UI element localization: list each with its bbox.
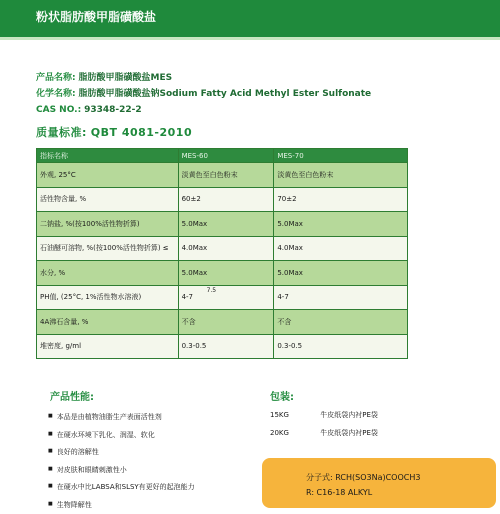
- packaging-row: [270, 410, 378, 420]
- table-cell: 4.0Max: [178, 236, 274, 261]
- product-name-label: 产品名称:: [36, 73, 76, 83]
- table-row: [37, 236, 408, 261]
- table-cell: 不含: [274, 310, 408, 335]
- table-row: [37, 310, 408, 335]
- table-cell: 4.0Max: [274, 236, 408, 261]
- packaging-title: 包装:: [270, 392, 294, 403]
- list-item: ■ 本品是由植物油脂生产表面活性剂: [48, 408, 195, 426]
- page-header: [0, 0, 500, 40]
- product-info: [36, 70, 476, 118]
- list-item: ■ 在硬水中比LABSA和SLSY有更好的起泡能力: [48, 478, 195, 496]
- quality-standard-label: 质量标准:: [36, 126, 87, 139]
- table-cell: 水分, %: [37, 261, 179, 286]
- col-header-mes70: MES-70: [274, 149, 408, 163]
- table-cell: PH值, (25°C, 1%活性物水溶液): [37, 285, 179, 310]
- ph-note: 7.5: [206, 286, 217, 294]
- table-row: [37, 261, 408, 286]
- formula-line-1: 分子式: RCH(SO3Na)COOCH3: [306, 473, 421, 482]
- table-cell: 5.0Max: [274, 261, 408, 286]
- table-row: [37, 285, 408, 310]
- table-cell: 4A沸石含量, %: [37, 310, 179, 335]
- spec-table-header: [37, 149, 408, 163]
- quality-standard: [36, 124, 192, 140]
- list-item: ■ 在硬水环境下乳化、润湿、软化: [48, 426, 195, 444]
- table-cell: [178, 285, 274, 310]
- table-row: [37, 334, 408, 359]
- packaging-row: [270, 428, 378, 438]
- packaging-desc: 牛皮纸袋内衬PE袋: [320, 429, 378, 437]
- cas-row: [36, 102, 476, 118]
- table-cell: 0.3-0.5: [178, 334, 274, 359]
- page-title: 粉状脂肪酸甲脂磺酸盐: [36, 10, 157, 24]
- table-cell: 淡黄色至白色粉末: [178, 163, 274, 188]
- table-cell: 堆密度, g/ml: [37, 334, 179, 359]
- packaging-weight: 20KG: [270, 429, 289, 437]
- chem-name-row: [36, 86, 476, 102]
- col-header-mes60: MES-60: [178, 149, 274, 163]
- table-cell: 二钠盐, %(按100%活性物折算): [37, 212, 179, 237]
- product-name-value: 脂肪酸甲脂磺酸盐MES: [78, 73, 173, 83]
- table-cell: 70±2: [274, 187, 408, 212]
- list-item: ■ 生物降解性: [48, 496, 195, 514]
- quality-standard-value: QBT 4081-2010: [90, 126, 193, 139]
- chem-name-value: 脂肪酸甲脂磺酸盐钠Sodium Fatty Acid Methyl Ester Sulfonate: [78, 89, 372, 99]
- spec-table: [36, 148, 408, 359]
- formula-line-2: R: C16-18 ALKYL: [306, 488, 373, 497]
- performance-list: [48, 408, 195, 513]
- table-cell: 0.3-0.5: [274, 334, 408, 359]
- cas-label: CAS NO.:: [36, 105, 82, 115]
- table-cell: 石油醚可溶物, %(按100%活性物折算) ≤: [37, 236, 179, 261]
- cas-value: 93348-22-2: [84, 105, 142, 115]
- formula-box: [262, 458, 496, 508]
- table-cell: 5.0Max: [178, 261, 274, 286]
- table-cell: 4-7: [274, 285, 408, 310]
- table-cell: 活性物含量, %: [37, 187, 179, 212]
- table-cell: 60±2: [178, 187, 274, 212]
- table-row: [37, 212, 408, 237]
- table-row: [37, 163, 408, 188]
- performance-title: 产品性能:: [50, 392, 94, 403]
- table-cell: 不含: [178, 310, 274, 335]
- col-header-name: 指标名称: [37, 149, 179, 163]
- table-cell: 淡黄色至白色粉末: [274, 163, 408, 188]
- table-cell: 5.0Max: [274, 212, 408, 237]
- list-item: ■ 对皮肤和眼睛刺激性小: [48, 461, 195, 479]
- chem-name-label: 化学名称:: [36, 89, 76, 99]
- table-cell: 5.0Max: [178, 212, 274, 237]
- table-cell: 外观, 25°C: [37, 163, 179, 188]
- packaging-desc: 牛皮纸袋内衬PE袋: [320, 411, 378, 419]
- ph-value-mes60: 4-7: [181, 293, 194, 302]
- product-name-row: [36, 70, 476, 86]
- table-row: [37, 187, 408, 212]
- list-item: ■ 良好的溶解性: [48, 443, 195, 461]
- packaging-weight: 15KG: [270, 411, 289, 419]
